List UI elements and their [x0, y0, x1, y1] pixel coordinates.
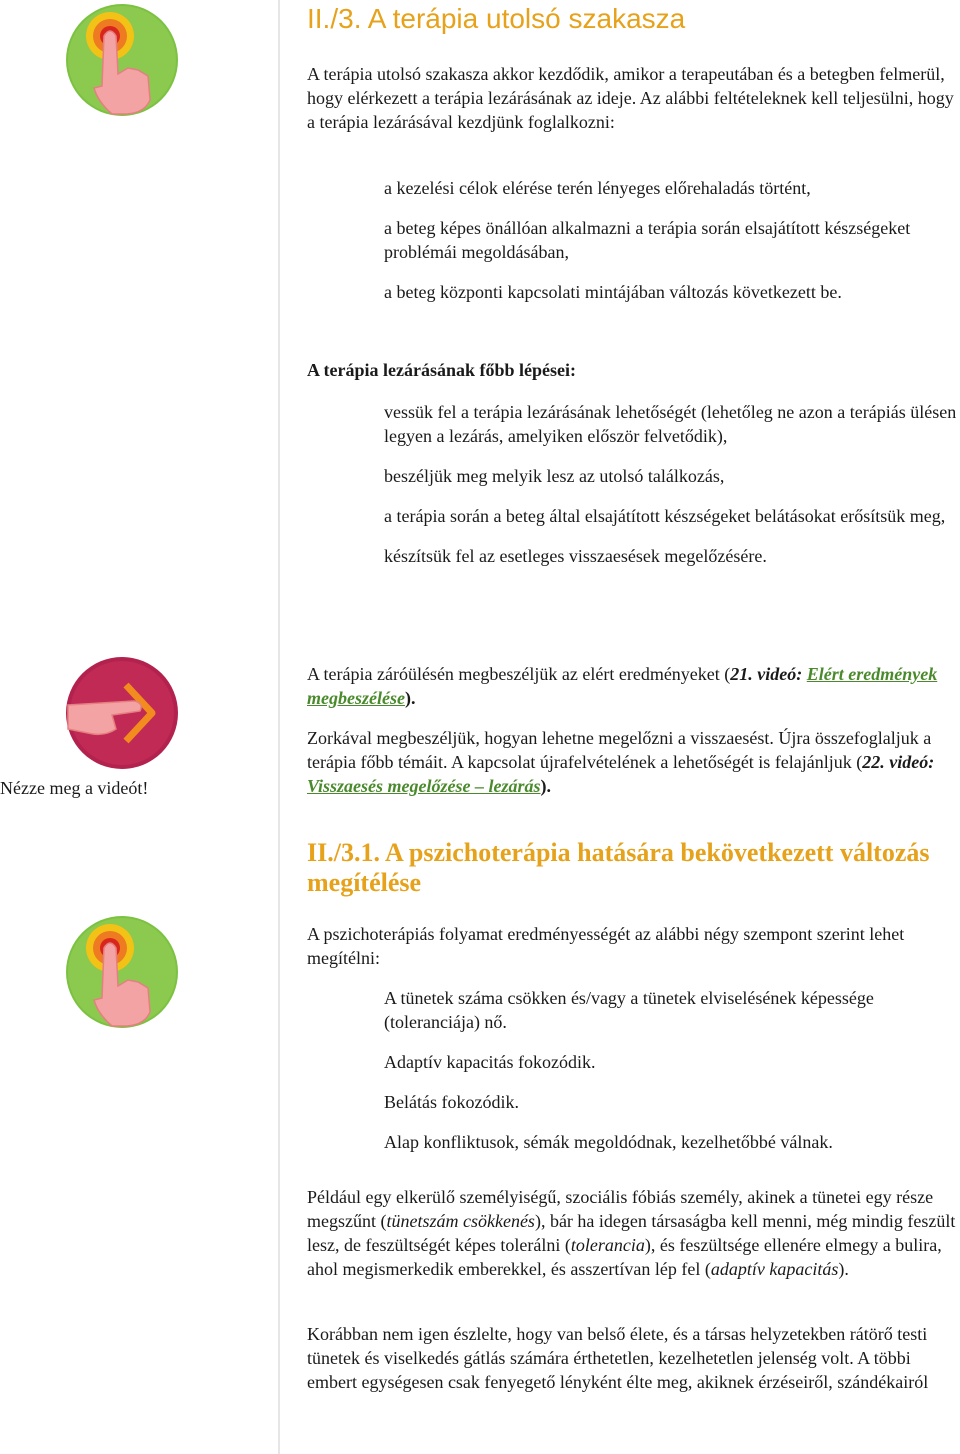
list-item: Alap konfliktusok, sémák megoldódnak, kezelhetőbbé válnak. [384, 1132, 833, 1152]
list-item: a terápia során a beteg által elsajátított készségeket belátásokat erősítsük meg, [384, 506, 946, 526]
video-ref: 21. videó: [730, 664, 807, 684]
example-paragraph-2: Korábban nem igen észlelte, hogy van belső élete, és a társas helyzetekben rátörő testi tünetek és viselkedés gátlás számára érthetetlen, kezelhetetlen jelenség volt. A többi embert egységesen csak fenyegető lényként élte meg, akiknek érzéseiről, szándékairól [307, 1324, 929, 1392]
subsection-intro: A pszichoterápiás folyamat eredményességét az alábbi négy szempont szerint lehet megítélni: [307, 924, 905, 968]
list-item: a beteg képes önállóan alkalmazni a terápia során elsajátított készségeket problémái megoldásában, [384, 218, 911, 262]
list-item: A tünetek száma csökken és/vagy a tünetek elviselésének képessége (toleranciája) nő. [384, 988, 874, 1032]
video-end: ). [404, 688, 416, 708]
video-ref: 22. videó: [862, 752, 935, 772]
video-play-icon[interactable] [64, 655, 180, 771]
example-text: Például egy elkerülő személyiségű, szociális fóbiás személy, akinek a tünetei egy része megszűnt ( [307, 1187, 934, 1231]
video-link-results[interactable]: Elért eredmények megbeszélése [307, 664, 938, 708]
video-end: ). [540, 776, 551, 796]
conditions-list [384, 176, 958, 320]
list-item: Belátás fokozódik. [384, 1092, 519, 1112]
list-item: Adaptív kapacitás fokozódik. [384, 1052, 596, 1072]
steps-list [384, 400, 958, 584]
example-text: ), bár ha idegen társaságba kell menni, még mindig feszült lesz, de feszültségét képes tolerálni ( [307, 1211, 956, 1255]
section-title: II./3. A terápia utolsó szakasza [307, 3, 686, 34]
video-text: A terápia záróülésén megbeszéljük az elért eredményeket ( [307, 664, 731, 684]
list-item: vessük fel a terápia lezárásának lehetőségét (lehetőleg ne azon a terápiás ülésen legyen a lezárás, amelyiken először felvetődik), [384, 402, 957, 446]
video-text: Zorkával megbeszéljük, hogyan lehetne megelőzni a visszaesést. Újra összefoglaljuk a terápia főbb témáit. A kapcsolat újrafelvételének a lehetőségét is felajánljuk ( [307, 728, 932, 772]
steps-heading: A terápia lezárásának főbb lépései: [307, 360, 576, 380]
video-link-relapse[interactable]: Visszaesés megelőzése – lezárás [307, 776, 541, 796]
press-button-icon [64, 2, 180, 118]
press-button-icon [64, 914, 180, 1030]
list-item: beszéljük meg melyik lesz az utolsó találkozás, [384, 466, 725, 486]
example-paragraph [307, 1185, 957, 1281]
criteria-list [384, 986, 958, 1170]
example-term: adaptív kapacitás [710, 1259, 839, 1279]
column-divider [278, 0, 280, 1454]
example-term: tünetszám csökkenés [386, 1211, 535, 1231]
section-intro: A terápia utolsó szakasza akkor kezdődik, amikor a terapeutában és a betegben felmerül, hogy elérkezett a terápia lezárásának az ideje. Az alábbi feltételeknek kell teljesülni, hogy a terápia lezárásával kezdjünk foglalkozni: [307, 64, 954, 132]
list-item: készítsük fel az esetleges visszaesések megelőzésére. [384, 546, 767, 566]
video-caption: Nézze meg a videót! [0, 778, 149, 798]
subsection-title: II./3.1. A pszichoterápia hatására bekövetkezett változás megítélése [307, 838, 930, 897]
list-item: a kezelési célok elérése terén lényeges előrehaladás történt, [384, 178, 811, 198]
video-paragraph-2 [307, 726, 957, 798]
example-text: ). [838, 1259, 849, 1279]
list-item: a beteg központi kapcsolati mintájában változás következett be. [384, 282, 842, 302]
example-term: tolerancia [570, 1235, 645, 1255]
video-paragraph-1 [307, 662, 957, 710]
example-text: ), és feszültsége ellenére elmegy a bulira, ahol megismerkedik emberekkel, és asszertívan lép fel ( [307, 1235, 942, 1279]
